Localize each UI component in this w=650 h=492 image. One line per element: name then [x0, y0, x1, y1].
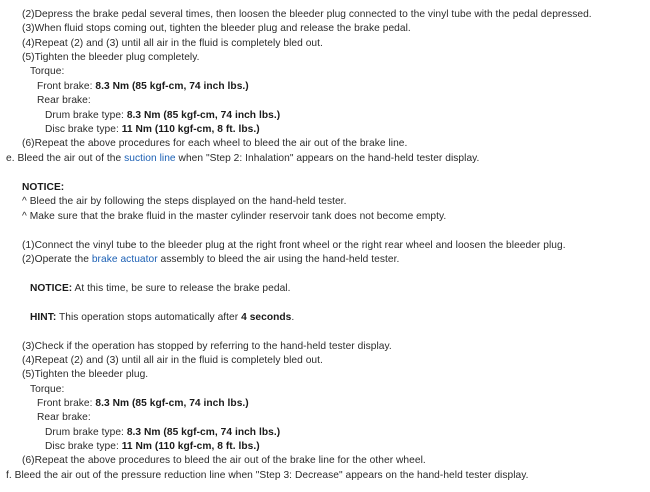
step-4-repeat: (4)Repeat (2) and (3) until all air in the fluid is completely bled out.: [22, 38, 323, 49]
notice-item-1: ^ Bleed the air by following the steps displayed on the hand-held tester.: [22, 196, 347, 207]
step-e-suction-line: e. Bleed the air out of the suction line when "Step 2: Inhalation" appears on the hand-held tester display.: [6, 153, 480, 164]
suction-line-link[interactable]: suction line: [124, 153, 176, 164]
step-3-tighten-plug: (3)When fluid stops coming out, tighten the bleeder plug and release the brake pedal.: [22, 23, 411, 34]
brake-actuator-link[interactable]: brake actuator: [91, 254, 158, 265]
torque-label-2: Torque:: [30, 384, 65, 395]
step-f-pressure-reduction: f. Bleed the air out of the pressure reduction line when "Step 3: Decrease" appears on the hand-held tester display.: [6, 470, 529, 481]
step-5-tighten-completely: (5)Tighten the bleeder plug completely.: [22, 52, 200, 63]
torque-drum-brake-2: Drum brake type: 8.3 Nm (85 kgf-cm, 74 inch lbs.): [45, 427, 281, 438]
torque-label: Torque:: [30, 66, 65, 77]
torque-disc-brake-2: Disc brake type: 11 Nm (110 kgf-cm, 8 ft. lbs.): [45, 441, 260, 452]
rear-brake-label: Rear brake:: [37, 95, 91, 106]
step-6-repeat-each-wheel: (6)Repeat the above procedures for each wheel to bleed the air out of the brake line.: [22, 138, 408, 149]
step-1-connect-vinyl-tube: (1)Connect the vinyl tube to the bleeder plug at the right front wheel or the right rear wheel and loosen the bleeder plug.: [22, 240, 566, 251]
notice-item-2: ^ Make sure that the brake fluid in the master cylinder reservoir tank does not become empty.: [22, 211, 447, 222]
step-2-operate-actuator: (2)Operate the brake actuator assembly to bleed the air using the hand-held tester.: [22, 254, 400, 265]
step-4-repeat-2: (4)Repeat (2) and (3) until all air in the fluid is completely bled out.: [22, 355, 323, 366]
rear-brake-label-2: Rear brake:: [37, 412, 91, 423]
step-3-check-stopped: (3)Check if the operation has stopped by referring to the hand-held tester display.: [22, 341, 392, 352]
notice-release-pedal: NOTICE: At this time, be sure to release the brake pedal.: [30, 283, 291, 294]
torque-front-brake-2: Front brake: 8.3 Nm (85 kgf-cm, 74 inch lbs.): [37, 398, 249, 409]
step-2-depress-pedal: (2)Depress the brake pedal several times, then loosen the bleeder plug connected to the vinyl tube with the pedal depressed.: [22, 9, 592, 20]
torque-front-brake: Front brake: 8.3 Nm (85 kgf-cm, 74 inch lbs.): [37, 81, 249, 92]
torque-disc-brake: Disc brake type: 11 Nm (110 kgf-cm, 8 ft. lbs.): [45, 124, 260, 135]
torque-drum-brake: Drum brake type: 8.3 Nm (85 kgf-cm, 74 inch lbs.): [45, 110, 281, 121]
step-6-repeat-other-wheel: (6)Repeat the above procedures to bleed the air out of the brake line for the other wheel.: [22, 455, 426, 466]
step-5-tighten-plug: (5)Tighten the bleeder plug.: [22, 369, 149, 380]
hint-auto-stop: HINT: This operation stops automatically after 4 seconds.: [30, 312, 295, 323]
notice-heading: NOTICE:: [22, 182, 65, 193]
